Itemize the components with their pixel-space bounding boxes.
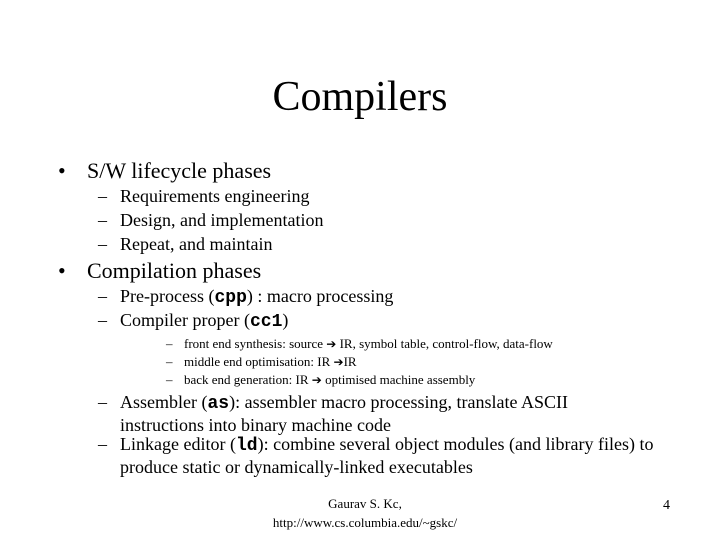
cpp-code: cpp xyxy=(214,288,247,308)
cc1-code: cc1 xyxy=(249,312,283,332)
subbullet-compiler-proper xyxy=(98,310,658,333)
dash-marker: – xyxy=(98,392,107,412)
dash-marker: – xyxy=(98,234,107,254)
dash-marker: – xyxy=(98,286,107,306)
subsubbullet-front-end xyxy=(166,335,553,353)
subbullet-text: Repeat, and maintain xyxy=(120,234,273,254)
front-end-text: front end synthesis: source xyxy=(184,336,327,351)
subbullet-text: Requirements engineering xyxy=(120,186,310,206)
subbullet-assembler xyxy=(98,392,638,436)
preprocess-text: Pre-process ( xyxy=(120,286,215,306)
dash-marker: – xyxy=(166,372,173,387)
bullet-text: Compilation phases xyxy=(87,258,262,283)
slide-title: Compilers xyxy=(272,74,448,120)
ld-code: ld xyxy=(235,436,258,456)
back-end-text: back end generation: IR xyxy=(184,372,312,387)
arrow-icon: ➔ xyxy=(326,337,337,351)
assembler-text: Assembler ( xyxy=(120,392,208,412)
arrow-icon: ➔ xyxy=(333,355,344,369)
subbullet-text: Design, and implementation xyxy=(120,210,324,230)
dash-marker: – xyxy=(98,186,107,206)
middle-end-text: middle end optimisation: IR xyxy=(184,354,334,369)
subsubbullet-back-end xyxy=(166,371,475,389)
footer-url: http://www.cs.columbia.edu/~gskc/ xyxy=(272,515,458,530)
footer xyxy=(200,494,530,532)
assembler-text-tail: ): assembler macro processing, translate ASCII instructions into binary machine code xyxy=(120,392,568,435)
subbullet-design xyxy=(98,210,323,231)
as-code: as xyxy=(207,394,230,414)
dash-marker: – xyxy=(166,336,173,351)
subbullet-repeat xyxy=(98,234,272,255)
subbullet-preprocess xyxy=(98,286,658,309)
subbullet-requirements xyxy=(98,186,309,207)
bullet-text: S/W lifecycle phases xyxy=(87,158,272,183)
dash-marker: – xyxy=(166,354,173,369)
dash-marker: – xyxy=(98,210,107,230)
bullet-sw-lifecycle xyxy=(58,158,271,184)
subbullet-linkage-editor xyxy=(98,434,658,478)
front-end-text-tail: IR, symbol table, control-flow, data-flow xyxy=(336,336,553,351)
preprocess-text-tail: ) : macro processing xyxy=(246,286,394,306)
compiler-text: Compiler proper ( xyxy=(120,310,250,330)
compiler-text-tail: ) xyxy=(282,310,289,330)
arrow-icon: ➔ xyxy=(311,373,322,387)
dash-marker: – xyxy=(98,434,107,454)
subsubbullet-middle-end xyxy=(166,353,357,371)
dash-marker: – xyxy=(98,310,107,330)
back-end-text-tail: optimised machine assembly xyxy=(321,372,476,387)
linker-text-tail: ): combine several object modules (and library files) to produce static or dynamically-linked executables xyxy=(120,434,654,477)
middle-end-text-tail: IR xyxy=(343,354,357,369)
bullet-marker: • xyxy=(58,158,66,183)
bullet-marker: • xyxy=(58,258,66,283)
bullet-compilation-phases xyxy=(58,258,261,284)
linker-text: Linkage editor ( xyxy=(120,434,236,454)
footer-author: Gaurav S. Kc, xyxy=(328,496,402,511)
page-number: 4 xyxy=(663,498,670,513)
